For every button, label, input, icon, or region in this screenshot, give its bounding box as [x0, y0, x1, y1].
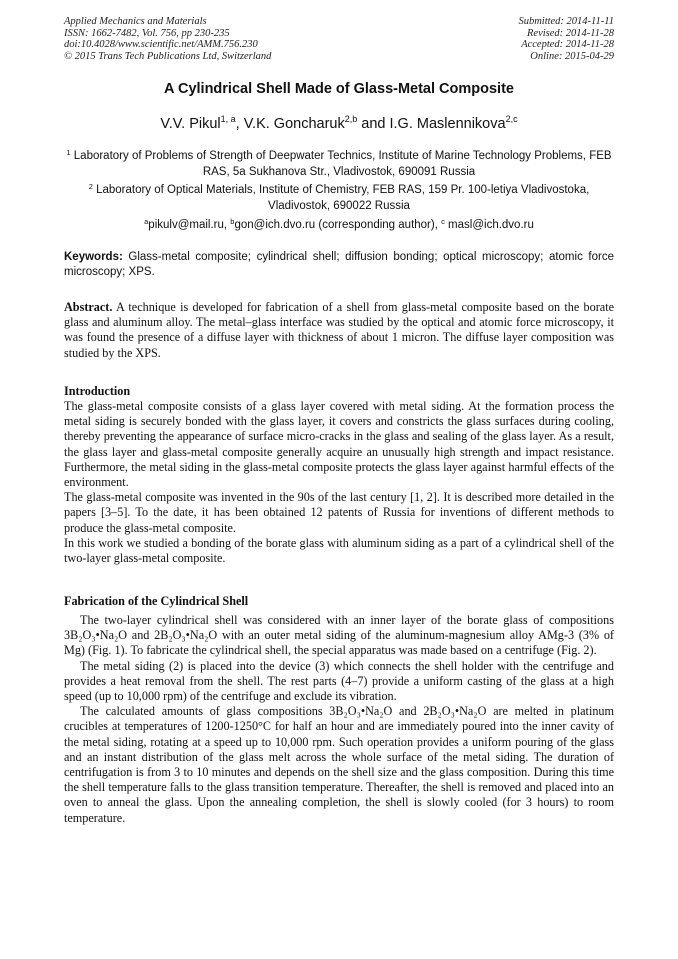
section-introduction	[64, 399, 614, 566]
author-separator: ,	[235, 116, 244, 132]
email-link[interactable]: gon@ich.dvo.ru (corresponding author),	[234, 219, 442, 231]
author-list	[0, 114, 678, 132]
author-name: V.K. Goncharuk	[243, 116, 345, 132]
date-accepted: Accepted: 2014-11-28	[521, 39, 614, 50]
paragraph: The glass-metal composite was invented in the 90s of the last century [1, 2]. It is described more detailed in the papers [3–5]. To the date, it has been obtained 12 patents of Russia for inventions of different methods to produce the glass-metal composite.	[64, 490, 614, 535]
paragraph: The glass-metal composite consists of a glass layer covered with metal siding. At the formation process the metal siding is securely bonded with the glass layer, it covers and constricts the glass surfaces during cooling, thereby preventing the appearance of surface micro-cracks in the glass and sealing of the glass layer. As a result, the glass layer and glass-metal composite generally acquire an unusually high strength and impact resistance. Furthermore, the metal siding in the glass-metal composite protects the glass layer against harmful effects of the environment.	[64, 399, 614, 490]
author-affiliation-mark: 2,c	[505, 114, 518, 124]
date-online: Online: 2015-04-29	[530, 50, 614, 62]
author-emails	[0, 217, 678, 231]
email-link[interactable]: masl@ich.dvo.ru	[444, 219, 534, 231]
author-name: I.G. Maslennikova	[389, 116, 506, 132]
abstract	[64, 300, 614, 361]
email-mark: c	[441, 217, 445, 226]
journal-header-right	[518, 16, 614, 62]
paragraph: In this work we studied a bonding of the borate glass with aluminum siding as a part of a cylindrical shell of the two-layer glass-metal composite.	[64, 535, 614, 566]
email-mark: a	[144, 217, 149, 226]
email-link[interactable]: pikulv@mail.ru,	[148, 219, 231, 231]
author-separator: and	[357, 116, 390, 132]
journal-issn: ISSN: 1662-7482, Vol. 756, pp 230-235	[64, 27, 230, 39]
paragraph: The calculated amounts of glass compositions 3B₂O₃•Na₂O and 2B₂O₃•Na₂O are melted in platinum crucibles at temperatures of 1200-1250°C for half an hour and are immediately poured into the inner cavity of the metal siding, rotating at a speed up to 10,000 rpm. Such operation provides a uniform pouring of the glass and an instant distribution of the glass melt across the whole surface of the metal siding. The duration of centrifugation is from 3 to 10 minutes and depends on the shell size and the glass composition. During this time the shell temperature falls to the glass transition temperature. Thereafter, the shell is removed and placed into an oven to anneal the glass. Upon the annealing completion, the shell is slowly cooled (for 3 hours) to room temperature.	[64, 704, 614, 825]
affiliation-mark: 1	[66, 148, 71, 157]
journal-doi[interactable]: doi:10.4028/www.scientific.net/AMM.756.230	[64, 39, 258, 50]
journal-name: Applied Mechanics and Materials	[64, 16, 207, 27]
author-affiliation-mark: 2,b	[344, 114, 358, 124]
affiliation-1	[64, 145, 614, 180]
keywords	[64, 250, 614, 280]
abstract-text: A technique is developed for fabrication of a shell from glass-metal composite based on the borate glass and aluminum alloy. The metal–glass interface was studied by the optical and atomic force microscopy, it was found the presence of a diffuse layer with thickness of about 1 micron. The diffuse layer composition was studied by the XPS.	[64, 300, 614, 360]
journal-copyright: © 2015 Trans Tech Publications Ltd, Switzerland	[64, 50, 272, 62]
section-heading-introduction: Introduction	[64, 384, 131, 398]
section-heading-fabrication: Fabrication of the Cylindrical Shell	[64, 594, 249, 608]
author-affiliation-mark: 1, a	[220, 114, 236, 124]
abstract-label: Abstract.	[64, 300, 113, 314]
affiliation-text: Laboratory of Optical Materials, Institute of Chemistry, FEB RAS, 159 Pr. 100-letiya Vladivostoka, Vladivostok, 690022 Russia	[92, 184, 590, 212]
affiliation-mark: 2	[88, 182, 93, 191]
keywords-label: Keywords:	[64, 251, 123, 263]
affiliation-2	[64, 179, 614, 214]
email-mark: b	[230, 217, 235, 226]
paragraph: The two-layer cylindrical shell was considered with an inner layer of the borate glass of compositions 3B₂O₃•Na₂O and 2B₂O₃•Na₂O with an outer metal siding of the aluminum-magnesium alloy AMg-3 (3% of Mg) (Fig. 1). To fabricate the cylindrical shell, the special apparatus was made based on a centrifuge (Fig. 2).	[64, 613, 614, 658]
author-name: V.V. Pikul	[160, 116, 221, 132]
journal-header-left	[64, 16, 271, 62]
paper-title: A Cylindrical Shell Made of Glass-Metal Composite	[164, 81, 514, 97]
section-fabrication	[64, 613, 614, 826]
paragraph: The metal siding (2) is placed into the device (3) which connects the shell holder with the centrifuge and provides a heat removal from the shell. The rest parts (4–7) provide a uniform casting of the glass at a high speed (up to 10,000 rpm) of the centrifuge and exclude its vibration.	[64, 658, 614, 704]
keywords-text: Glass-metal composite; cylindrical shell; diffusion bonding; optical microscopy; atomic force microscopy; XPS.	[64, 251, 614, 278]
date-revised: Revised: 2014-11-28	[527, 27, 614, 39]
affiliation-text: Laboratory of Problems of Strength of Deepwater Technics, Institute of Marine Technology Problems, FEB RAS, 5a Sukhanova Str., Vladivostok, 690091 Russia	[70, 150, 612, 178]
date-submitted: Submitted: 2014-11-11	[518, 16, 614, 27]
